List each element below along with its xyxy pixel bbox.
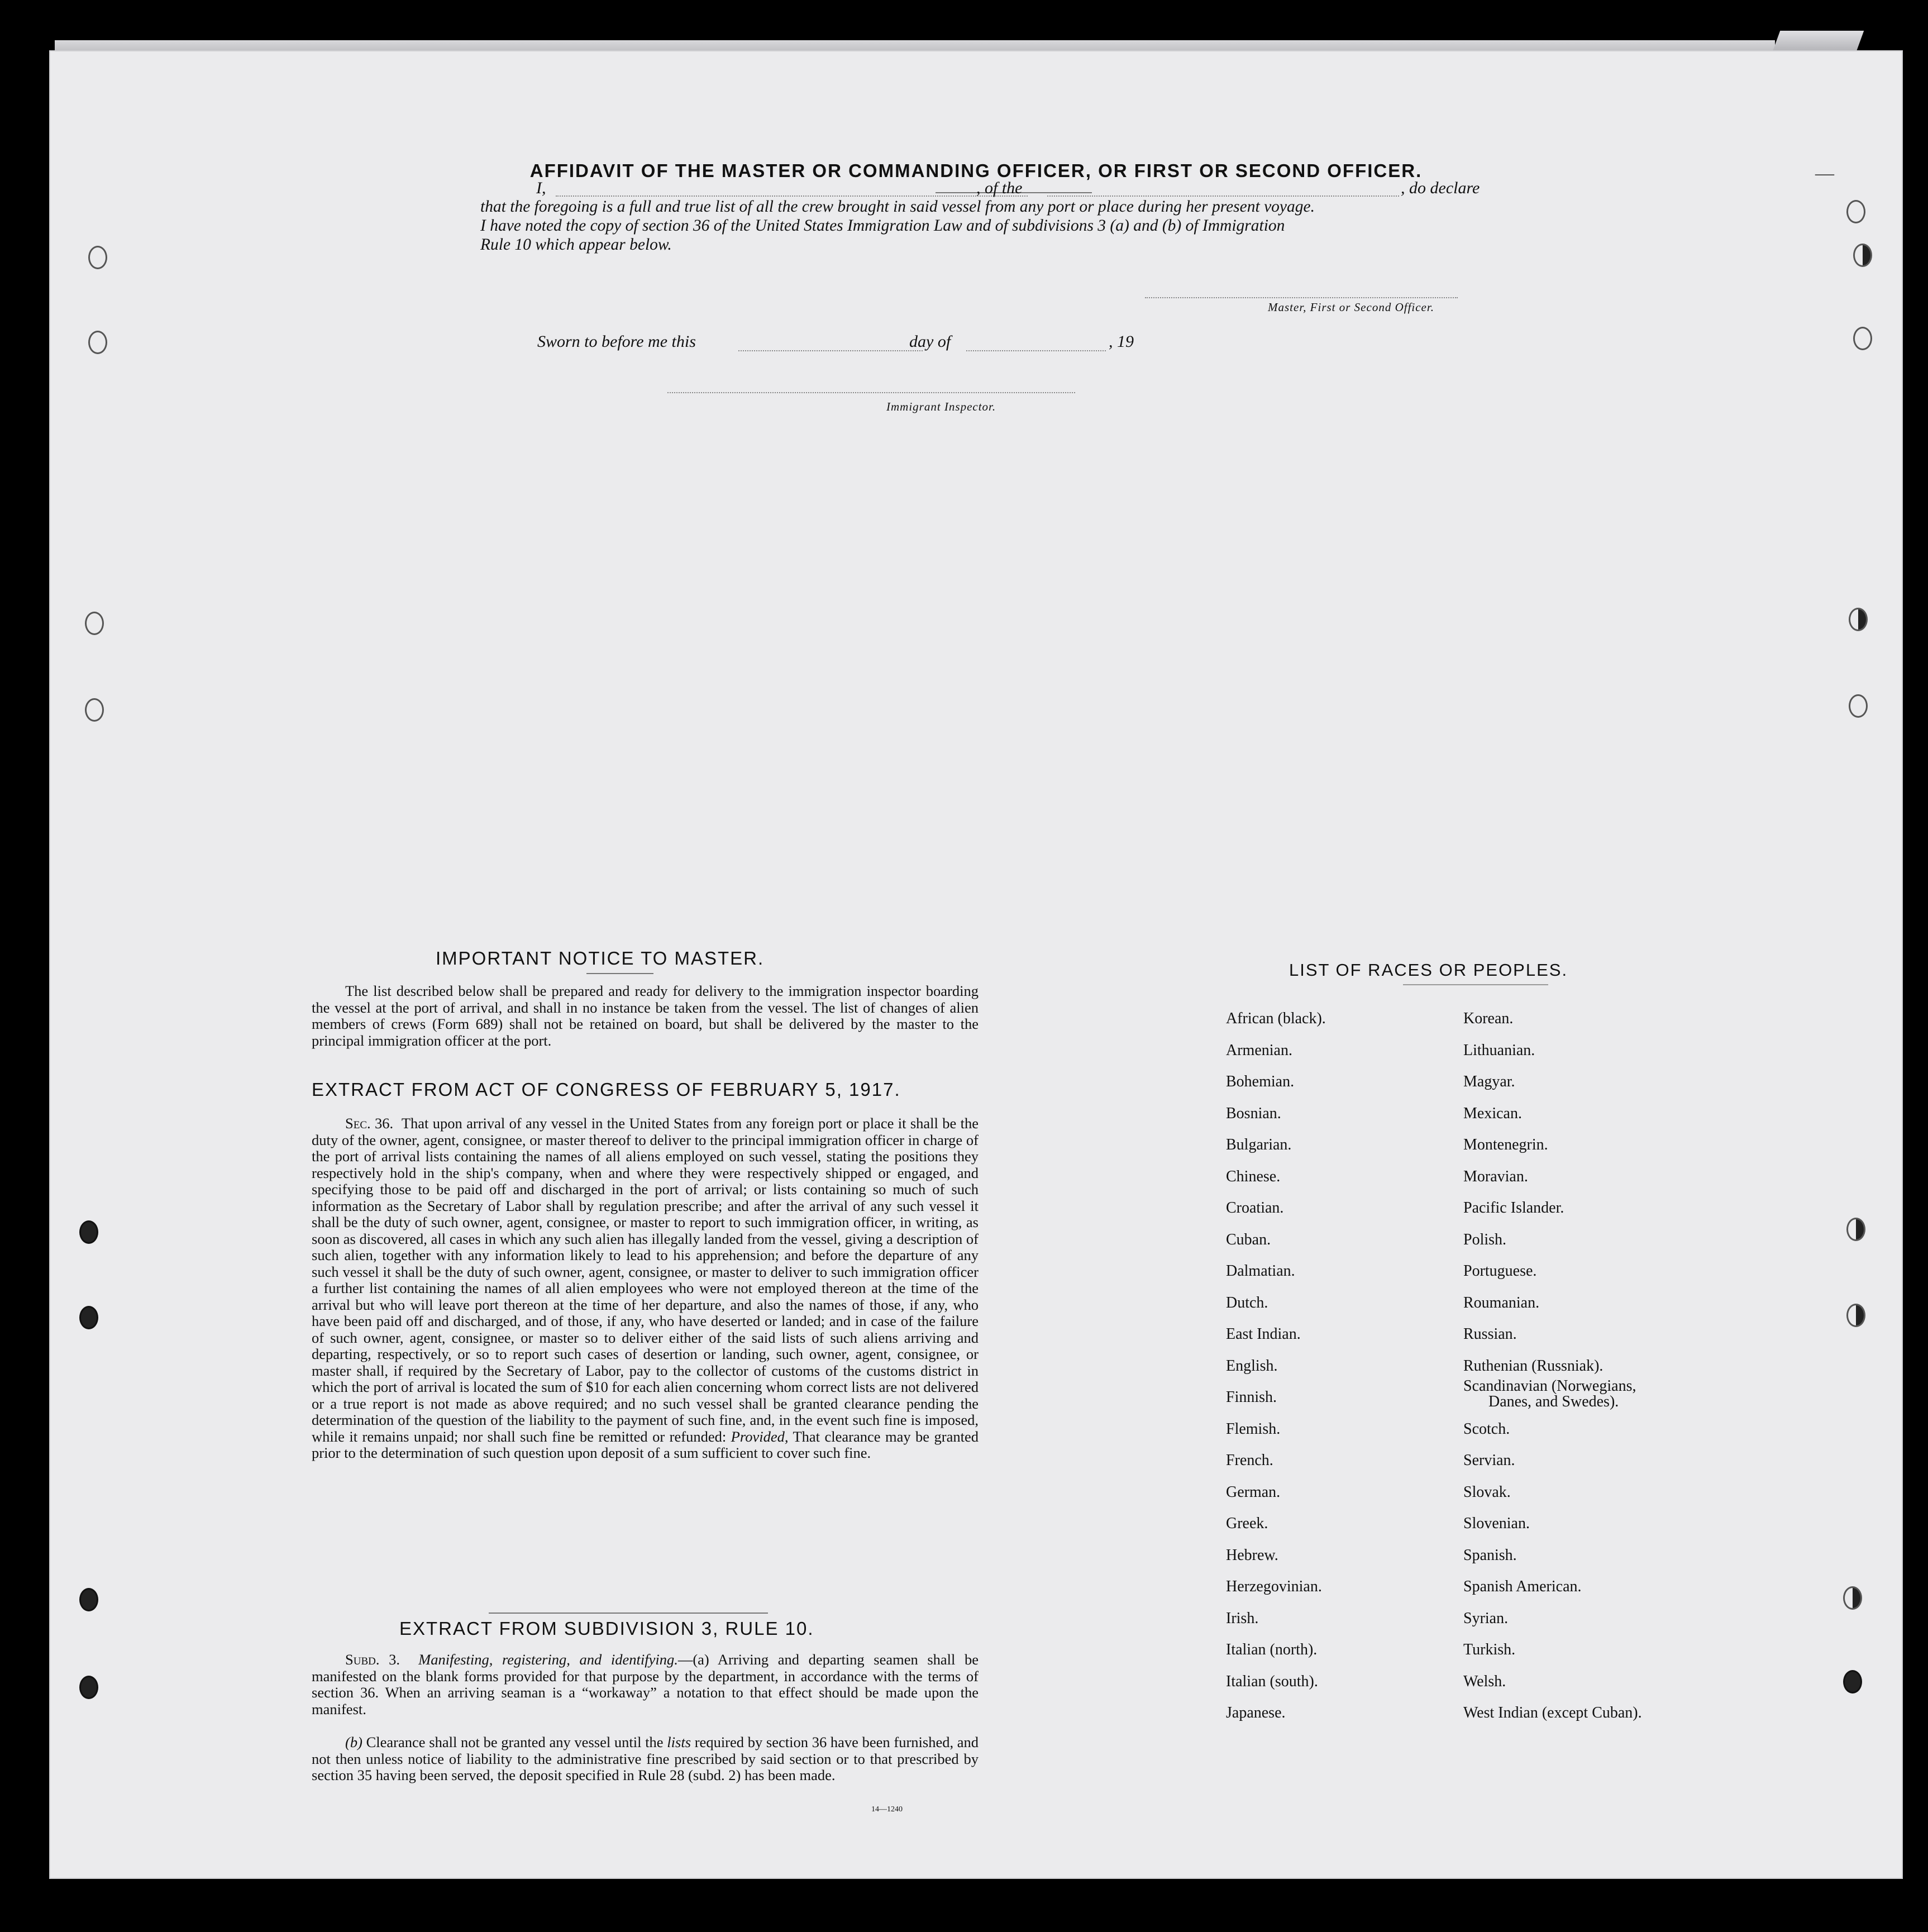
extract-act-title: EXTRACT FROM ACT OF CONGRESS OF FEBRUARY 5, 1917. bbox=[312, 1079, 901, 1100]
inspector-signature-blank bbox=[667, 392, 1075, 393]
vessel-blank bbox=[1047, 195, 1399, 197]
sec-label: Sec. 36. bbox=[345, 1115, 394, 1132]
race-right: Servian. bbox=[1463, 1452, 1515, 1469]
race-right: Polish. bbox=[1463, 1231, 1507, 1248]
year-prefix: , 19 bbox=[1109, 332, 1134, 351]
race-right: Korean. bbox=[1463, 1010, 1514, 1027]
race-right: Mexican. bbox=[1463, 1105, 1522, 1122]
race-left: Italian (north). bbox=[1226, 1641, 1318, 1658]
punch-hole bbox=[1853, 327, 1872, 350]
sec-36-text-end: That clearance may be granted prior to the determination of such question upon deposit of a sum sufficient to cover such fine. bbox=[312, 1428, 979, 1461]
race-right: Spanish. bbox=[1463, 1547, 1517, 1564]
punch-hole bbox=[1846, 1304, 1865, 1327]
race-right: Ruthenian (Russniak). bbox=[1463, 1357, 1604, 1375]
race-right: Slovenian. bbox=[1463, 1515, 1530, 1532]
day-of: day of bbox=[909, 332, 951, 351]
race-left: Irish. bbox=[1226, 1610, 1259, 1627]
punch-hole bbox=[79, 1588, 98, 1611]
affidavit-line-2: that the foregoing is a full and true list of all the crew brought in said vessel from any port or place during her present voyage. bbox=[480, 198, 1315, 216]
margin-mark: — bbox=[1815, 163, 1834, 184]
race-right-continuation: Danes, and Swedes). bbox=[1488, 1393, 1619, 1410]
race-right: Spanish American. bbox=[1463, 1578, 1582, 1595]
master-signature-blank bbox=[1145, 297, 1458, 298]
race-left: Dalmatian. bbox=[1226, 1262, 1295, 1280]
subd-3-paragraph-a bbox=[312, 1652, 979, 1718]
para-b-lists: lists bbox=[667, 1734, 691, 1750]
race-right: Pacific Islander. bbox=[1463, 1199, 1564, 1217]
races-title: LIST OF RACES OR PEOPLES. bbox=[1289, 960, 1568, 980]
race-right: Roumanian. bbox=[1463, 1294, 1540, 1311]
extract-rule-title: EXTRACT FROM SUBDIVISION 3, RULE 10. bbox=[399, 1618, 814, 1639]
form-page bbox=[50, 51, 1902, 1878]
form-number: 14—1240 bbox=[871, 1805, 903, 1814]
para-b-label: (b) bbox=[345, 1734, 362, 1750]
para-b-text: Clearance shall not be granted any vessel until the bbox=[366, 1734, 664, 1750]
race-left: French. bbox=[1226, 1452, 1273, 1469]
affidavit-i: I, bbox=[536, 179, 546, 197]
inspector-label: Immigrant Inspector. bbox=[886, 400, 996, 413]
race-left: Flemish. bbox=[1226, 1420, 1281, 1438]
races-rule bbox=[1403, 984, 1548, 985]
punch-hole bbox=[79, 1306, 98, 1329]
affidavit-of-the: , of the bbox=[976, 179, 1023, 197]
subd-heading: Manifesting, registering, and identifying. bbox=[418, 1651, 678, 1668]
affidavit-line-4: Rule 10 which appear below. bbox=[480, 236, 672, 254]
punch-hole bbox=[85, 698, 104, 722]
para-b-end: required by section 36 have been furnished, and not then unless notice of liability to the administrative fine prescribed by said section or to that prescribed by section 35 having been served, the deposit specified in Rule 28 (subd. 2) has been made. bbox=[312, 1734, 979, 1783]
notice-body: The list described below shall be prepared and ready for delivery to the immigration inspector boarding the vessel at the port of arrival, and shall in no instance be taken from the vessel. The list of changes of alien members of crews (Form 689) shall not be retained on board, but shall be delivered by the master to the principal immigration officer at the port. bbox=[312, 982, 979, 1049]
underlying-sheet-corner bbox=[1772, 31, 1864, 53]
race-right: Montenegrin. bbox=[1463, 1136, 1548, 1153]
race-left: Armenian. bbox=[1226, 1042, 1292, 1059]
race-left: English. bbox=[1226, 1357, 1278, 1375]
race-left: Cuban. bbox=[1226, 1231, 1271, 1248]
provided-word: Provided, bbox=[731, 1428, 789, 1445]
punch-hole bbox=[1846, 200, 1865, 223]
sworn-text: Sworn to before me this bbox=[537, 332, 696, 351]
subd-3-paragraph-b bbox=[312, 1734, 979, 1784]
master-label: Master, First or Second Officer. bbox=[1268, 300, 1434, 314]
extract-rule-top-rule bbox=[489, 1613, 768, 1614]
race-left: Bosnian. bbox=[1226, 1105, 1281, 1122]
punch-hole bbox=[88, 246, 107, 269]
punch-hole bbox=[1843, 1586, 1862, 1610]
race-right: Lithuanian. bbox=[1463, 1042, 1535, 1059]
race-right: Russian. bbox=[1463, 1325, 1517, 1343]
race-right: Slovak. bbox=[1463, 1483, 1511, 1501]
race-left: Dutch. bbox=[1226, 1294, 1268, 1311]
race-left: Bohemian. bbox=[1226, 1073, 1295, 1090]
notice-title: IMPORTANT NOTICE TO MASTER. bbox=[436, 948, 765, 969]
race-right: Turkish. bbox=[1463, 1641, 1516, 1658]
punch-hole bbox=[88, 331, 107, 354]
race-right: Scandinavian (Norwegians, bbox=[1463, 1377, 1636, 1395]
affidavit-title: AFFIDAVIT OF THE MASTER OR COMMANDING OFFICER, OR FIRST OR SECOND OFFICER. bbox=[529, 160, 1423, 181]
affidavit-line-3: I have noted the copy of section 36 of the United States Immigration Law and of subdivisions 3 (a) and (b) of Immigration bbox=[480, 217, 1285, 235]
race-left: Bulgarian. bbox=[1226, 1136, 1292, 1153]
race-right: West Indian (except Cuban). bbox=[1463, 1704, 1642, 1721]
race-left: Greek. bbox=[1226, 1515, 1268, 1532]
subd-label: Subd. 3. bbox=[345, 1651, 400, 1668]
race-left: Chinese. bbox=[1226, 1168, 1281, 1185]
punch-hole bbox=[79, 1220, 98, 1244]
notice-rule bbox=[586, 973, 653, 974]
punch-hole bbox=[1843, 1670, 1862, 1694]
punch-hole bbox=[79, 1676, 98, 1699]
race-left: Herzegovinian. bbox=[1226, 1578, 1322, 1595]
race-left: African (black). bbox=[1226, 1010, 1326, 1027]
race-right: Moravian. bbox=[1463, 1168, 1528, 1185]
race-right: Portuguese. bbox=[1463, 1262, 1537, 1280]
name-blank bbox=[556, 195, 1028, 197]
subd-para-a: —(a) Arriving and departing seamen shall be manifested on the blank forms provided for that purpose by the department, in accordance with the terms of section 36. When an arriving seaman is a “workaway” a notation to that effect should be made upon the manifest. bbox=[312, 1651, 979, 1718]
punch-hole bbox=[1846, 1218, 1865, 1241]
race-left: East Indian. bbox=[1226, 1325, 1301, 1343]
race-left: Japanese. bbox=[1226, 1704, 1286, 1721]
race-left: Hebrew. bbox=[1226, 1547, 1278, 1564]
punch-hole bbox=[85, 612, 104, 635]
day-blank bbox=[738, 350, 923, 351]
race-right: Syrian. bbox=[1463, 1610, 1509, 1627]
affidavit-declare: , do declare bbox=[1401, 179, 1480, 197]
punch-hole bbox=[1849, 608, 1868, 631]
race-right: Scotch. bbox=[1463, 1420, 1510, 1438]
race-left: Italian (south). bbox=[1226, 1673, 1318, 1690]
race-left: German. bbox=[1226, 1483, 1281, 1501]
race-left: Finnish. bbox=[1226, 1389, 1277, 1406]
punch-hole bbox=[1849, 694, 1868, 718]
race-right: Magyar. bbox=[1463, 1073, 1515, 1090]
race-right: Welsh. bbox=[1463, 1673, 1506, 1690]
punch-hole bbox=[1853, 244, 1872, 267]
race-left: Croatian. bbox=[1226, 1199, 1284, 1217]
sec-36-text: That upon arrival of any vessel in the United States from any foreign port or place it shall be the duty of the owner, agent, consignee, or master thereof to deliver to the principal immigration officer in charge of the port of arrival lists containing the names of all aliens employed on such vessel, stating the positions they respectively hold in the ship's company, when and where they were respectively shipped or engaged, and specifying those to be paid off and discharged in the port of arrival; or lists containing so much of such information as the Secretary of Labor shall by regulation prescribe; and after the arrival of any such vessel it shall be the duty of such owner, agent, consignee, or master to report to such immigration officer, in writing, as soon as discovered, all cases in which any such alien has illegally landed from the vessel, giving a description of such alien, together with any information likely to lead to his apprehension; and before the departure of any such vessel it shall be the duty of such owner, agent, consignee, or master to deliver to such immigration officer a further list containing the names of all alien employees who were not employed thereon at the time of the arrival but who will leave port thereon at the time of her departure, and also the names of those, if any, who have been paid off and discharged, and of those, if any, who have deserted or landed; and in case of the failure of such owner, agent, consignee, or master so to deliver either of the said lists of such aliens arriving and departing, respectively, or so to report such cases of desertion or landing, such owner, agent, consignee, or master shall, if required by the Secretary of Labor, pay to the collector of customs of the customs district in which the port of arrival is located the sum of $10 for each alien concerning whom correct lists are not delivered or a true report is not made as above required; and no such vessel shall be granted clearance pending the determination of the question of the liability to the payment of such fine, and, in the event such fine is imposed, while it remains unpaid; nor shall such fine be remitted or refunded: bbox=[312, 1115, 979, 1445]
month-blank bbox=[966, 350, 1106, 351]
extract-act-body bbox=[312, 1115, 979, 1462]
